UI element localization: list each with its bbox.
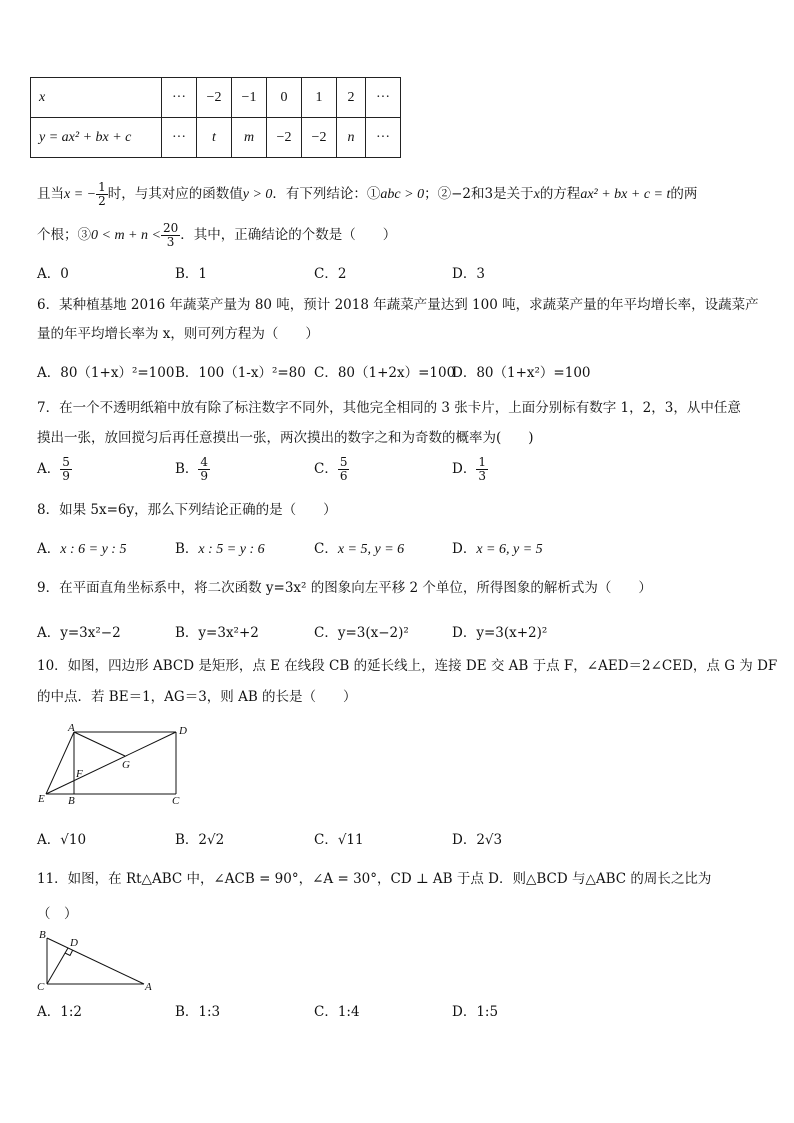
- q7-line2: 摸出一张，放回搅匀后再任意摸出一张，两次摸出的数字之和为奇数的概率为( ): [37, 430, 534, 446]
- fraction: [96, 181, 108, 208]
- denominator: 9: [200, 469, 209, 483]
- q10-line1: 10．如图，四边形 ABCD 是矩形，点 E 在线段 CB 的延长线上，连接 DE 交 AB 于点 F，∠AED＝2∠CED，点 G 为 DF: [37, 658, 778, 674]
- value-table: [30, 77, 401, 158]
- text: 个根；③: [37, 227, 91, 243]
- denominator: 6: [339, 469, 348, 483]
- option-b[interactable]: B．1:3: [175, 1004, 221, 1020]
- numerator: 4: [200, 455, 209, 469]
- table-row: [31, 78, 401, 118]
- table-cell: 2: [337, 78, 366, 118]
- option-b[interactable]: B．1: [175, 266, 208, 282]
- table-cell: ···: [366, 78, 401, 118]
- fraction: [476, 456, 488, 483]
- text: 时，与其对应的函数值: [107, 186, 243, 202]
- option-b[interactable]: B．y=3x²+2: [175, 625, 259, 641]
- segment-ed: [46, 732, 176, 794]
- table-cell: ···: [162, 78, 197, 118]
- label-e: E: [38, 793, 45, 805]
- math-expr: x = −: [64, 187, 97, 202]
- option-a[interactable]: [37, 537, 126, 558]
- option-c[interactable]: [314, 537, 404, 558]
- fraction: [198, 456, 210, 483]
- label-g: G: [122, 759, 130, 771]
- text: ．有下列结论：①: [272, 186, 381, 202]
- q11-line1: 11．如图，在 Rt△ABC 中，∠ACB = 90°，∠A = 30°，CD ⊥ AB 于点 D．则△BCD 与△ABC 的周长之比为: [37, 871, 712, 887]
- table-cell: −2: [267, 118, 302, 158]
- math-expr: 0 < m + n <: [91, 228, 161, 243]
- table-cell: 0: [267, 78, 302, 118]
- table-cell: −2: [197, 78, 232, 118]
- option-label: B．: [175, 461, 199, 477]
- segment-ae: [46, 732, 74, 794]
- label-b: B: [68, 795, 75, 807]
- text: 的两: [670, 186, 698, 202]
- option-b[interactable]: B．100（1-x）²=80: [175, 365, 306, 381]
- numerator: 1: [478, 455, 486, 469]
- option-c[interactable]: C．80（1+2x）=100: [314, 365, 456, 381]
- label-b: B: [39, 929, 46, 941]
- table-cell: ···: [366, 118, 401, 158]
- option-label: D．: [452, 541, 477, 557]
- option-label: A．: [37, 541, 61, 557]
- math-expr: abc > 0: [380, 187, 425, 202]
- label-d: D: [179, 725, 187, 737]
- math-expr: y > 0: [242, 187, 273, 202]
- option-a[interactable]: A．0: [37, 266, 69, 282]
- numerator: 20: [162, 221, 179, 235]
- option-d[interactable]: D．80（1+x²）=100: [452, 365, 591, 381]
- q8-line1: 8．如果 5x=6y，那么下列结论正确的是（ ）: [37, 502, 337, 518]
- label-c: C: [37, 981, 45, 992]
- triangle-figure: [34, 926, 154, 992]
- option-d[interactable]: D．2√3: [452, 832, 503, 848]
- table-cell: y = ax² + bx + c: [31, 118, 162, 158]
- math-expr: x : 6 = y : 5: [60, 542, 127, 557]
- option-label: B．: [175, 541, 199, 557]
- label-c: C: [172, 795, 180, 807]
- fraction: [161, 222, 180, 249]
- option-d[interactable]: [452, 537, 543, 558]
- option-d[interactable]: D．3: [452, 266, 485, 282]
- numerator: 1: [98, 180, 106, 194]
- q10-line2: 的中点．若 BE＝1，AG＝3，则 AB 的长是（ ）: [37, 689, 357, 705]
- option-b[interactable]: [175, 537, 265, 558]
- option-c[interactable]: [314, 456, 349, 483]
- denominator: 3: [478, 469, 486, 483]
- math-expr: x : 5 = y : 6: [198, 542, 265, 557]
- table-row: [31, 118, 401, 158]
- q6-line1: 6．某种植基地 2016 年蔬菜产量为 80 吨，预计 2018 年蔬菜产量达到 100 吨，求蔬菜产量的年平均增长率，设蔬菜产: [37, 297, 759, 313]
- table-cell: x: [31, 78, 162, 118]
- label-f: F: [76, 768, 83, 780]
- label-a: A: [68, 722, 75, 734]
- option-d[interactable]: D．1:5: [452, 1004, 499, 1020]
- table-cell: 1: [302, 78, 337, 118]
- rectangle-figure: [36, 722, 196, 808]
- option-a[interactable]: A．1:2: [37, 1004, 82, 1020]
- math-expr: x: [533, 187, 540, 202]
- q5-line2: [37, 222, 396, 249]
- numerator: 5: [339, 455, 348, 469]
- math-expr: ax² + bx + c = t: [580, 187, 671, 202]
- table-cell: t: [197, 118, 232, 158]
- option-label: D．: [452, 461, 477, 477]
- denominator: 3: [166, 235, 175, 249]
- text: 且当: [37, 186, 64, 202]
- table-cell: −2: [302, 118, 337, 158]
- segment-ag: [74, 732, 125, 756]
- option-c[interactable]: C．y=3(x−2)²: [314, 625, 409, 641]
- math-expr: x = 5, y = 6: [337, 542, 405, 557]
- table-cell: m: [232, 118, 267, 158]
- q9-line1: 9．在平面直角坐标系中，将二次函数 y=3x² 的图象向左平移 2 个单位，所得图象的解析式为（ ）: [37, 580, 652, 596]
- option-a[interactable]: [37, 456, 72, 483]
- fraction: [60, 456, 72, 483]
- q11-line2: （ ）: [37, 906, 78, 922]
- text: ；②−2和3是关于: [424, 186, 534, 202]
- text: ．其中，正确结论的个数是（ ）: [180, 227, 397, 243]
- option-d[interactable]: D．y=3(x+2)²: [452, 625, 548, 641]
- table-cell: n: [337, 118, 366, 158]
- text: 的方程: [539, 186, 581, 202]
- option-a[interactable]: A．√10: [37, 832, 87, 848]
- table-cell: −1: [232, 78, 267, 118]
- option-d[interactable]: [452, 456, 488, 483]
- q5-line1: [37, 181, 697, 208]
- option-label: C．: [314, 541, 338, 557]
- denominator: 2: [98, 194, 106, 208]
- option-c[interactable]: C．1:4: [314, 1004, 360, 1020]
- table-cell: ···: [162, 118, 197, 158]
- segment-ab: [47, 938, 144, 984]
- option-b[interactable]: B．2√2: [175, 832, 225, 848]
- option-label: C．: [314, 461, 338, 477]
- option-a[interactable]: A．y=3x²−2: [37, 625, 121, 641]
- option-a[interactable]: A．80（1+x）²=100: [37, 365, 175, 381]
- option-c[interactable]: C．2: [314, 266, 347, 282]
- numerator: 5: [62, 455, 70, 469]
- option-b[interactable]: [175, 456, 210, 483]
- option-c[interactable]: C．√11: [314, 832, 364, 848]
- math-expr: x = 6, y = 5: [476, 542, 543, 557]
- q6-line2: 量的年平均增长率为 x，则可列方程为（ ）: [37, 326, 319, 342]
- label-d: D: [70, 937, 78, 949]
- denominator: 9: [62, 469, 70, 483]
- option-label: A．: [37, 461, 61, 477]
- q7-line1: 7．在一个不透明纸箱中放有除了标注数字不同外，其他完全相同的 3 张卡片，上面分别标有数字 1，2，3，从中任意: [37, 400, 741, 416]
- fraction: [338, 456, 350, 483]
- label-a: A: [145, 981, 152, 992]
